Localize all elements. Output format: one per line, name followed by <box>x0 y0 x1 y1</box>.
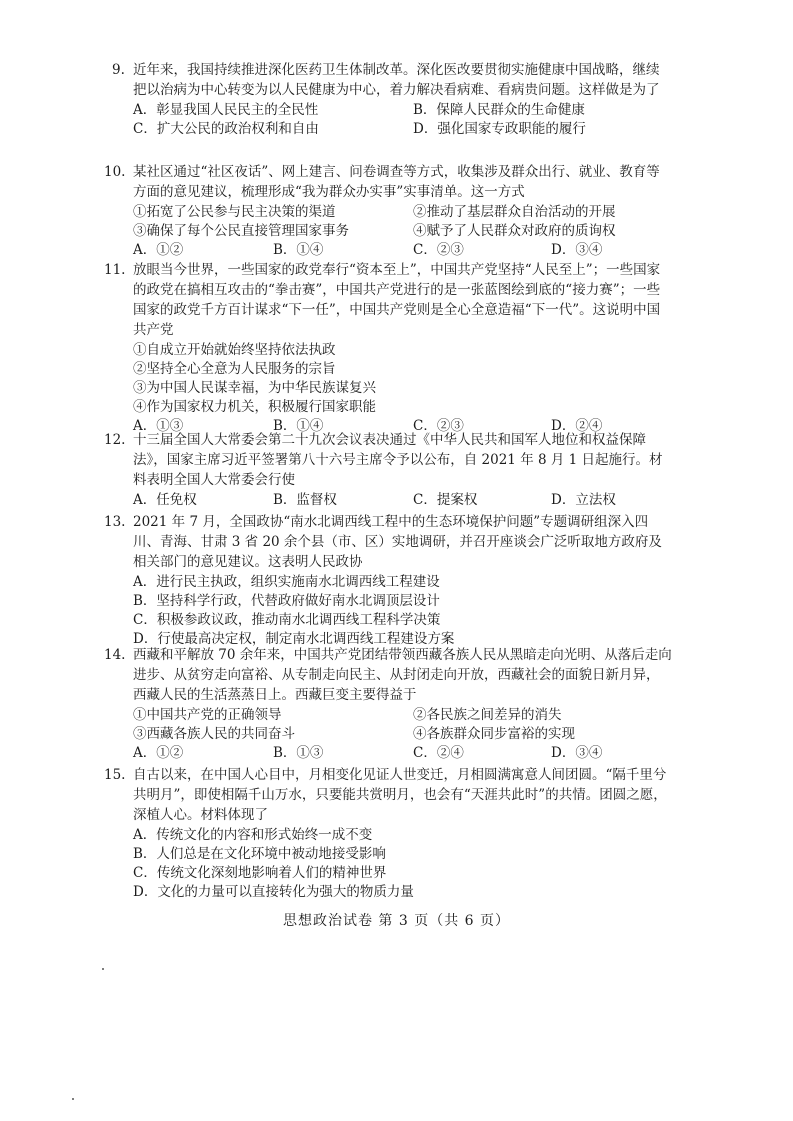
option-row <box>133 119 672 138</box>
question-text: 西藏和平解放 70 余年来，中国共产党团结带领西藏各族人民从黑暗走向光明、从落后走向进步、从贫穷走向富裕、从专制走向民主、从封闭走向开放，西藏社会的面貌日新月异，西藏人民的生活蒸蒸日上。西藏巨变主要得益于 <box>133 647 672 703</box>
question-10 <box>104 162 672 259</box>
question-12 <box>104 430 672 509</box>
question-number: 9. <box>112 62 125 78</box>
option-c: C．②④ <box>413 745 464 761</box>
scan-speck <box>102 968 104 970</box>
question-number: 12. <box>104 432 126 448</box>
option-row <box>133 240 672 259</box>
statement-row <box>133 202 672 221</box>
question-stem <box>112 60 672 100</box>
option-b: B．①③ <box>273 745 324 761</box>
question-number: 15. <box>104 767 126 783</box>
statement-1: ①拓宽了公民参与民主决策的渠道 <box>133 204 336 220</box>
statement-3: ③确保了每个公民直接管理国家事务 <box>133 223 349 239</box>
statement-2: ②坚持全心全意为人民服务的宗旨 <box>133 361 336 377</box>
statement-1: ①自成立开始就始终坚持依法执政 <box>133 342 336 358</box>
question-text: 近年来，我国持续推进深化医药卫生体制改革。深化医改要贯彻实施健康中国战略，继续把以治病为中心转变为以人民健康为中心，着力解决看病难、看病贵问题。这样做是为了 <box>133 62 660 98</box>
question-stem <box>104 430 672 490</box>
question-stem <box>104 512 672 572</box>
question-stem <box>104 645 672 705</box>
option-a: A．任免权 <box>133 492 197 508</box>
scan-speck <box>72 1098 74 1100</box>
option-c: C．②③ <box>413 418 464 434</box>
option-b: B．坚持科学行政，代替政府做好南水北调顶层设计 <box>133 593 440 609</box>
option-d: D．③④ <box>551 242 603 258</box>
option-c: C．提案权 <box>413 492 478 508</box>
statement-4: ④作为国家权力机关，积极履行国家职能 <box>133 399 376 415</box>
option-c: C．②③ <box>413 242 464 258</box>
question-stem <box>104 260 672 340</box>
option-c: C．扩大公民的政治权利和自由 <box>133 121 319 137</box>
page-footer: 思想政治试卷 第 3 页（共 6 页） <box>282 913 511 929</box>
question-text: 某社区通过“社区夜话”、网上建言、问卷调查等方式，收集涉及群众出行、就业、教育等方面的意见建议，梳理形成“我为群众办实事”实事清单。这一方式 <box>133 164 660 200</box>
option-d: D．文化的力量可以直接转化为强大的物质力量 <box>133 884 414 900</box>
question-11 <box>104 260 672 435</box>
option-d: D．②④ <box>551 418 603 434</box>
option-a: A．①③ <box>133 418 184 434</box>
question-text: 十三届全国人大常委会第二十九次会议表决通过《中华人民共和国军人地位和权益保障法》，国家主席习近平签署第八十六号主席令予以公布，自 2021 年 8 月 1 日起施行。材料表明全国人大常委会行使 <box>133 432 663 488</box>
option-row <box>133 100 672 119</box>
question-9 <box>112 60 672 138</box>
question-number: 14. <box>104 647 126 663</box>
option-d: D．立法权 <box>551 492 616 508</box>
option-a: A．①② <box>133 242 184 258</box>
question-15 <box>104 765 672 901</box>
statement-2: ②各民族之间差异的消失 <box>413 707 562 723</box>
question-number: 13. <box>104 514 126 530</box>
question-number: 10. <box>104 164 126 180</box>
option-c: C．积极参政议政，推动南水北调西线工程科学决策 <box>133 612 441 628</box>
option-d: D．行使最高决定权，制定南水北调西线工程建设方案 <box>133 631 455 647</box>
question-13 <box>104 512 672 648</box>
option-b: B．监督权 <box>273 492 337 508</box>
question-text: 放眼当今世界，一些国家的政党奉行“资本至上”，中国共产党坚持“人民至上”；一些国家的政党在搞相互攻击的“拳击赛”，中国共产党进行的是一张蓝图绘到底的“接力赛”；一些国家的政党千方百计谋求“下一任”，中国共产党则是全心全意造福“下一代”。这说明中国共产党 <box>133 262 661 338</box>
statement-row <box>133 705 672 724</box>
question-stem <box>104 162 672 202</box>
statement-4: ④赋予了人民群众对政府的质询权 <box>413 223 616 239</box>
option-b: B．①④ <box>273 418 324 434</box>
question-text: 自古以来，在中国人心目中，月相变化见证人世变迁，月相圆满寓意人间团圆。“隔千里兮共明月”，即使相隔千山万水，只要能共赏明月，也会有“天涯共此时”的共情。团圆之愿，深植人心。材料体现了 <box>133 767 667 823</box>
statement-row <box>133 724 672 743</box>
option-a: A．进行民主执政，组织实施南水北调西线工程建设 <box>133 574 440 590</box>
option-a: A．彰显我国人民民主的全民性 <box>133 102 319 118</box>
question-14 <box>104 645 672 762</box>
option-d: D．③④ <box>551 745 603 761</box>
option-b: B．保障人民群众的生命健康 <box>413 102 585 118</box>
option-row <box>133 743 672 762</box>
statement-3: ③为中国人民谋幸福，为中华民族谋复兴 <box>133 380 376 396</box>
statement-4: ④各族群众同步富裕的实现 <box>413 726 575 742</box>
option-b: B．人们总是在文化环境中被动地接受影响 <box>133 846 386 862</box>
statement-row <box>133 221 672 240</box>
option-row <box>133 490 672 509</box>
option-b: B．①④ <box>273 242 324 258</box>
question-stem <box>104 765 672 825</box>
option-d: D．强化国家专政职能的履行 <box>413 121 586 137</box>
question-number: 11. <box>104 262 126 278</box>
statement-2: ②推动了基层群众自治活动的开展 <box>413 204 616 220</box>
option-a: A．①② <box>133 745 184 761</box>
statement-1: ①中国共产党的正确领导 <box>133 707 282 723</box>
option-a: A．传统文化的内容和形式始终一成不变 <box>133 827 373 843</box>
option-c: C．传统文化深刻地影响着人们的精神世界 <box>133 865 387 881</box>
question-text: 2021 年 7 月，全国政协“南水北调西线工程中的生态环境保护问题”专题调研组深入四川、青海、甘肃 3 省 20 余个县（市、区）实地调研，并召开座谈会广泛听取地方政府及相关部门的意见建议。这表明人民政协 <box>133 514 662 570</box>
statement-3: ③西藏各族人民的共同奋斗 <box>133 726 295 742</box>
